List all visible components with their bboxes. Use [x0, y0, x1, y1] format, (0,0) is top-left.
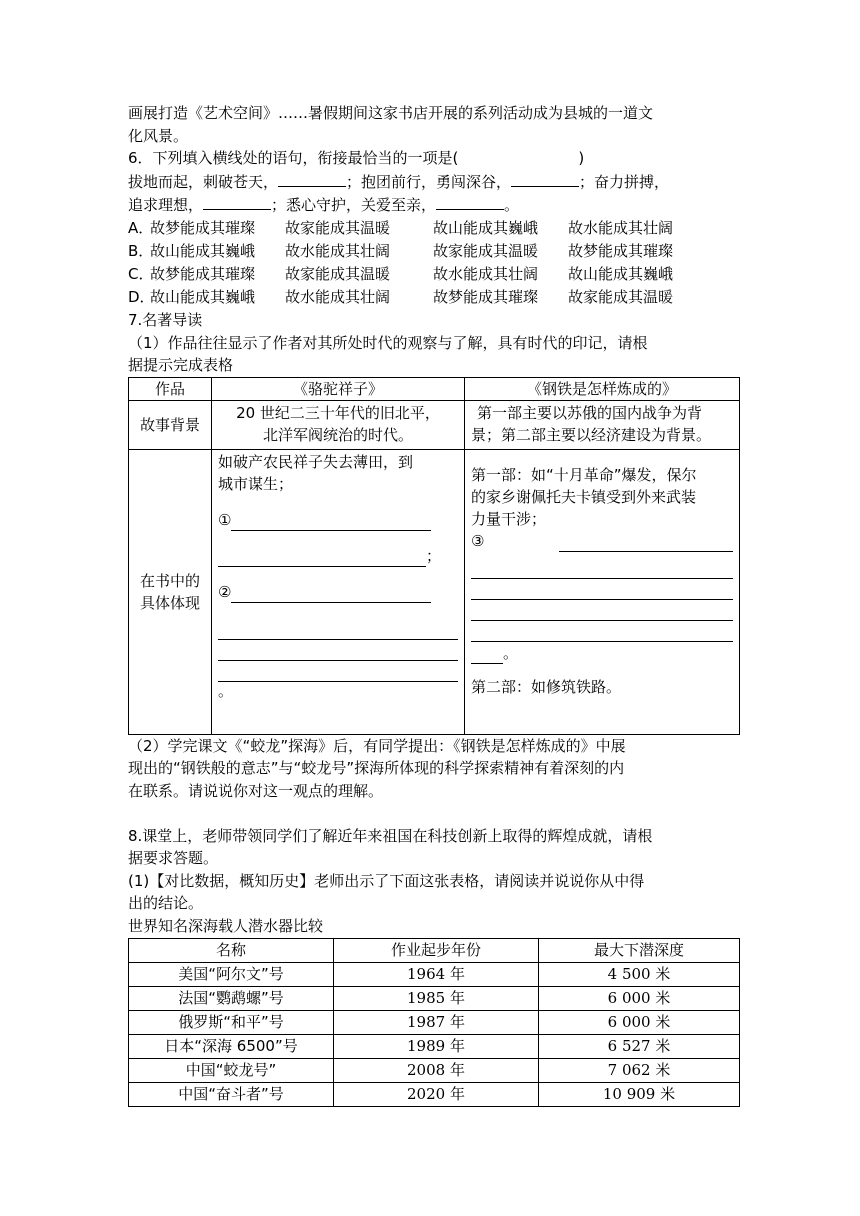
answer-1-line-2[interactable]: [218, 548, 426, 567]
option-label: A．: [128, 218, 154, 237]
q6-blank-4[interactable]: [436, 193, 504, 210]
bg-camel-line-2: 北洋军阀统治的时代。: [262, 425, 413, 444]
table-row-background: [129, 400, 740, 449]
q7-part2-line-1: （2）学完课文《“蛟龙”探海》后，有同学提出：《钢铁是怎样炼成的》中展: [128, 736, 626, 755]
option-item: 故家能成其温暖: [568, 287, 674, 306]
option-item: 故家能成其温暖: [433, 241, 539, 260]
option-item: 故水能成其壮阔: [433, 264, 539, 283]
q7-part2-line-3: 在联系。请说说你对这一观点的理解。: [128, 781, 384, 800]
option-item: 故梦能成其璀璨: [433, 287, 539, 306]
q6-options: [128, 217, 740, 309]
details-camel-line-1: 如破产农民祥子失去薄田，到: [218, 452, 414, 471]
table-row: [129, 1058, 740, 1082]
option-item: 故水能成其壮阔: [285, 287, 391, 306]
option-item: 故家能成其温暖: [285, 218, 391, 237]
details-camel: [212, 449, 465, 734]
q6-line-1: [128, 170, 740, 194]
cell-year: 1987 年: [334, 1010, 539, 1034]
submersible-table: [128, 938, 740, 1107]
option-item: 故家能成其温暖: [285, 264, 391, 283]
cell-name: 中国“奋斗者”号: [129, 1082, 334, 1106]
cell-depth: 7 062 米: [539, 1058, 740, 1082]
document-page: [128, 102, 740, 1107]
marker-2: ②: [218, 582, 232, 601]
answer-3[interactable]: [471, 508, 733, 552]
answer-2-line-2[interactable]: [218, 619, 458, 640]
marker-1: ①: [218, 510, 232, 529]
table-row: [129, 962, 740, 986]
answer-2-end: 。: [218, 681, 234, 700]
details-steel-part2: 第二部：如修筑铁路。: [471, 677, 622, 696]
details-label-line-1: 在书中的: [139, 571, 200, 590]
option-item: 故山能成其巍峨: [150, 287, 256, 306]
answer-2[interactable]: [218, 581, 458, 603]
answer-2-line-3[interactable]: [218, 640, 458, 661]
q7-table: [128, 377, 740, 735]
header-depth: 最大下潜深度: [539, 938, 740, 962]
q6-line-2: [128, 193, 740, 217]
answer-1-line[interactable]: [231, 512, 431, 531]
q7-part1-line-2: 据提示完成表格: [128, 356, 234, 375]
header-year: 作业起步年份: [334, 938, 539, 962]
q6-l2-text-c: 。: [504, 196, 520, 215]
option-item: 故水能成其壮阔: [285, 241, 391, 260]
table-header-row: [129, 377, 740, 400]
q7-part2-line-2: 现出的“钢铁般的意志”与“蛟龙号”探海所体现的科学探索精神有着深刻的内: [128, 759, 625, 778]
cell-depth: 6 000 米: [539, 986, 740, 1010]
bg-steel-line-1: 第一部主要以苏俄的国内战争为背: [477, 403, 703, 422]
cell-name: 俄罗斯“和平”号: [129, 1010, 334, 1034]
q7-title: 7.名著导读: [128, 310, 203, 329]
answer-2-line[interactable]: [231, 584, 431, 603]
q6-option-c[interactable]: [128, 263, 740, 286]
q6-blank-2[interactable]: [511, 170, 579, 187]
details-camel-line-2: 城市谋生；: [218, 474, 294, 493]
details-steel-line-1: 第一部：如“十月革命”爆发，保尔: [471, 465, 697, 484]
answer-1[interactable]: [218, 509, 458, 531]
bg-steel-line-2: 景；第二部主要以经济建设为背景。: [471, 425, 712, 444]
q8-sub1-line-2: 出的结论。: [128, 894, 204, 913]
cell-depth: 6 000 米: [539, 1010, 740, 1034]
q6-blank-3[interactable]: [203, 193, 271, 210]
cell-name: 美国“阿尔文”号: [129, 962, 334, 986]
q6-l1-text-a: 拔地而起，刺破苍天，: [128, 172, 279, 191]
details-steel: [465, 449, 740, 734]
cell-year: 1989 年: [334, 1034, 539, 1058]
answer-3-line[interactable]: [559, 533, 733, 552]
option-item: 故水能成其壮阔: [568, 218, 674, 237]
option-item: 故山能成其巍峨: [150, 241, 256, 260]
q6-stem-text: 6．下列填入横线处的语句，衔接最恰当的一项是(: [128, 149, 459, 168]
answer-3-end-row[interactable]: [471, 642, 733, 664]
option-label: B．: [128, 241, 154, 260]
option-item: 故山能成其巍峨: [568, 264, 674, 283]
cell-depth: 10 909 米: [539, 1082, 740, 1106]
details-label-line-2: 具体体现: [139, 593, 200, 612]
cell-depth: 4 500 米: [539, 962, 740, 986]
option-item: 故梦能成其璀璨: [150, 218, 256, 237]
table-row-details: [129, 449, 740, 734]
cell-depth: 6 527 米: [539, 1034, 740, 1058]
option-item: 故山能成其巍峨: [433, 218, 539, 237]
q6-option-a[interactable]: [128, 217, 740, 240]
q6-l1-text-c: ；奋力拼搏，: [579, 172, 670, 191]
option-label: D．: [128, 287, 155, 306]
answer-3-line-4[interactable]: [471, 600, 733, 621]
cell-name: 日本“深海 6500”号: [129, 1034, 334, 1058]
cell-name: 法国“鹦鹉螺”号: [129, 986, 334, 1010]
table-row: [129, 1034, 740, 1058]
q6-blank-1[interactable]: [278, 170, 346, 187]
q6-option-d[interactable]: [128, 286, 740, 309]
q8-line-2: 据要求答题。: [128, 849, 219, 868]
answer-3-end: 。: [503, 643, 519, 662]
q6-stem-close: ): [578, 149, 585, 168]
answer-2-line-4[interactable]: [218, 661, 458, 682]
answer-3-line-3[interactable]: [471, 579, 733, 600]
cell-year: 1964 年: [334, 962, 539, 986]
background-camel: [212, 400, 465, 449]
q7-part1-line-1: （1）作品往往显示了作者对其所处时代的观察与了解，具有时代的印记，请根: [128, 333, 648, 352]
details-steel-line-3: 力量干涉；③: [471, 509, 547, 550]
cell-year: 1985 年: [334, 986, 539, 1010]
answer-3-line-2[interactable]: [471, 558, 733, 579]
table-header-row: [129, 938, 740, 962]
answer-1-cont[interactable]: [218, 545, 458, 567]
details-steel-line-2: 的家乡谢佩托夫卡镇受到外来武装: [471, 487, 697, 506]
row-label-background: 故事背景: [129, 400, 212, 449]
spacer: [128, 803, 740, 825]
q6-l2-text-b: ；悉心守护，关爱至亲，: [271, 196, 437, 215]
answer-3-line-5[interactable]: [471, 621, 733, 642]
answer-3-line-6[interactable]: [471, 645, 503, 664]
table-caption: 世界知名深海载人潜水器比较: [128, 916, 324, 935]
intro-line-1: 画展打造《艺术空间》……暑假期间这家书店开展的系列活动成为县城的一道文: [128, 104, 654, 122]
background-steel: [465, 400, 740, 449]
header-camel-xiangzi: 《骆驼祥子》: [212, 377, 465, 400]
intro-line-2: 化风景。: [128, 126, 189, 145]
option-item: 故梦能成其璀璨: [150, 264, 256, 283]
q6-stem: [128, 147, 740, 170]
bg-camel-line-1: 20 世纪二三十年代的旧北平，: [236, 403, 440, 422]
cell-year: 2020 年: [334, 1082, 539, 1106]
table-row: [129, 986, 740, 1010]
q6-option-b[interactable]: [128, 240, 740, 263]
row-label-details: [129, 449, 212, 734]
cell-year: 2008 年: [334, 1058, 539, 1082]
cell-name: 中国“蛟龙号”: [129, 1058, 334, 1082]
table-row: [129, 1010, 740, 1034]
q6-l1-text-b: ；抱团前行，勇闯深谷，: [346, 172, 512, 191]
option-item: 故梦能成其璀璨: [568, 241, 674, 260]
q6-l2-text-a: 追求理想，: [128, 196, 204, 215]
header-name: 名称: [129, 938, 334, 962]
semicolon: ；: [426, 546, 442, 565]
header-steel: 《钢铁是怎样炼成的》: [465, 377, 740, 400]
q8-line-1: 8.课堂上，老师带领同学们了解近年来祖国在科技创新上取得的辉煌成就，请根: [128, 826, 653, 845]
q8-sub1-line-1: (1)【对比数据，概知历史】老师出示了下面这张表格，请阅读并说说你从中得: [128, 871, 645, 890]
header-work: 作品: [129, 377, 212, 400]
option-label: C．: [128, 264, 154, 283]
table-row: [129, 1082, 740, 1106]
